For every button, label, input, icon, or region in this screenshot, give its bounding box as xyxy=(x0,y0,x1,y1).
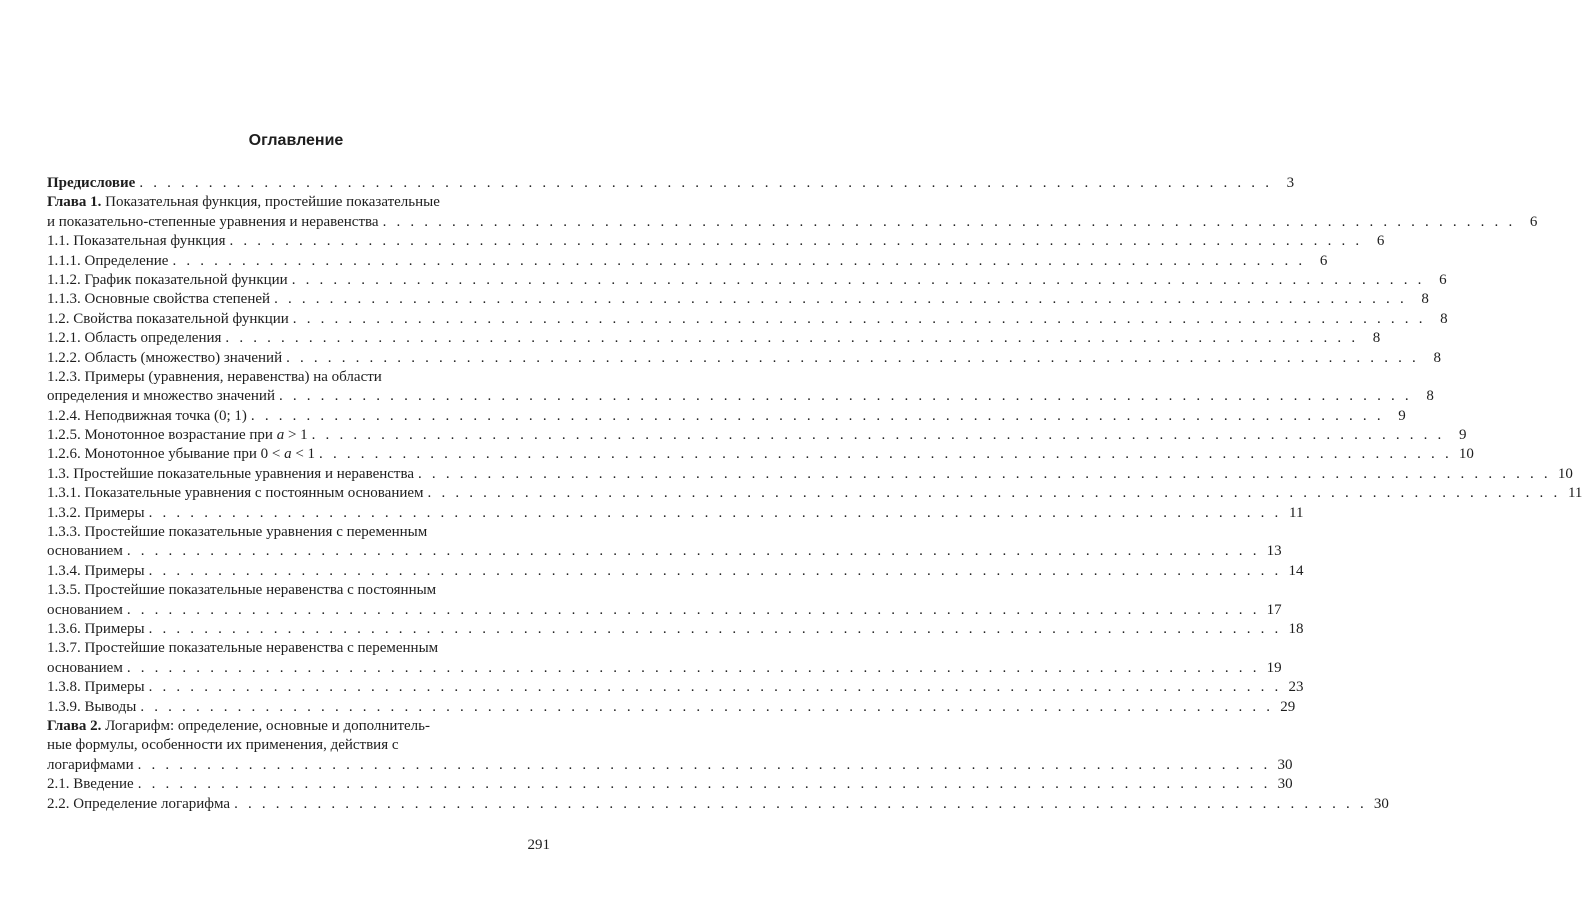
dot-leader xyxy=(127,542,1260,561)
toc-entry-title: 1.2.4. Неподвижная точка (0; 1) xyxy=(47,407,247,424)
toc-page-number: 30 xyxy=(1373,795,1389,812)
toc-entry-title: 2.2. Определение логарифма xyxy=(47,795,231,812)
toc-entry-title: 1.1.3. Основные свойства степеней xyxy=(47,291,271,308)
toc-entry-title: 1.1. Показательная функция xyxy=(47,233,226,250)
toc-entry-title: 1.3.2. Примеры xyxy=(47,504,145,521)
toc-entry-chapter-2-cont-2[interactable] xyxy=(47,756,1293,775)
toc-page-number: 30 xyxy=(1277,776,1293,793)
toc-page-number: 8 xyxy=(1421,291,1429,308)
toc-entry-1-3-8[interactable] xyxy=(47,678,1304,697)
toc-entry-title: и показательно-степенные уравнения и неравенства xyxy=(47,213,379,230)
toc-entry-1-3-7-cont[interactable] xyxy=(47,659,1282,678)
toc-entry-title: Показательная функция, простейшие показательные xyxy=(101,194,440,211)
toc-entry-title: 1.3.6. Примеры xyxy=(47,620,145,637)
dot-leader xyxy=(292,271,1425,290)
dot-leader xyxy=(127,659,1260,678)
toc-entry-1-3-4[interactable] xyxy=(47,562,1304,581)
toc-entry-title: 1.3. Простейшие показательные уравнения и неравенства xyxy=(47,465,415,482)
toc-page-number: 13 xyxy=(1266,543,1282,560)
toc-page-number: 19 xyxy=(1266,659,1282,676)
toc-entry-title: Логарифм: определение, основные и дополнитель- xyxy=(101,717,430,734)
toc-entry-1-2-3[interactable] xyxy=(47,368,530,387)
toc-entry-chapter-2-cont[interactable] xyxy=(47,736,530,755)
toc-entry-title: 1.2.3. Примеры (уравнения, неравенства) на области xyxy=(47,368,382,385)
toc-entry-title: 1.3.9. Выводы xyxy=(47,698,137,715)
toc-page-number: 6 xyxy=(1376,233,1385,250)
dot-leader xyxy=(138,756,1271,775)
dot-leader xyxy=(149,562,1282,581)
toc-page-number: 6 xyxy=(1439,271,1447,288)
math-variable: a xyxy=(284,446,292,463)
page-number: 291 xyxy=(527,837,550,853)
toc-entry-1-2[interactable] xyxy=(47,310,1448,329)
toc-entry-1-3-7[interactable] xyxy=(47,639,530,658)
toc-entry-1-2-6[interactable] xyxy=(47,445,1474,464)
toc-entry-title: 1.2.1. Область определения xyxy=(47,330,222,347)
toc-entry-1-3-3[interactable] xyxy=(47,523,530,542)
dot-leader xyxy=(149,620,1282,639)
toc-page-number: 8 xyxy=(1440,310,1448,327)
toc-entry-1-2-3-cont[interactable] xyxy=(47,387,1434,406)
toc-entry-title-suffix: < 1 xyxy=(291,446,316,463)
toc-entry-1-2-1[interactable] xyxy=(47,329,1381,348)
dot-leader xyxy=(319,445,1452,464)
toc-entry-preface[interactable] xyxy=(47,174,1295,193)
toc-entry-title: основанием xyxy=(47,659,123,676)
toc-page-number: 10 xyxy=(1458,446,1474,463)
toc-entry-title: ные формулы, особенности их применения, действия с xyxy=(47,737,399,754)
toc-page-number: 17 xyxy=(1266,601,1282,618)
dot-leader xyxy=(149,678,1282,697)
toc-entry-title: 1.3.8. Примеры xyxy=(47,679,145,696)
dot-leader xyxy=(286,349,1419,368)
toc-page-number: 8 xyxy=(1433,349,1441,366)
dot-leader xyxy=(251,407,1384,426)
dot-leader xyxy=(172,252,1305,271)
toc-entry-chapter-1[interactable] xyxy=(47,193,530,212)
toc-page-number: 9 xyxy=(1398,407,1406,424)
toc-entry-title: определения и множество значений xyxy=(47,388,275,405)
toc-entry-title: 1.3.7. Простейшие показательные неравенства с переменным xyxy=(47,640,439,657)
chapter-label: Глава 1. xyxy=(47,194,102,211)
toc-page-number: 3 xyxy=(1286,175,1295,191)
dot-leader xyxy=(428,484,1561,503)
toc-page-number: 6 xyxy=(1319,252,1328,269)
toc-entry-1-2-4[interactable] xyxy=(47,407,1406,426)
toc-entry-title: логарифмами xyxy=(47,756,134,773)
dot-leader xyxy=(418,465,1551,484)
toc-entry-title: основанием xyxy=(47,601,123,618)
toc-entry-chapter-2[interactable] xyxy=(47,717,530,736)
toc-entry-1-3-6[interactable] xyxy=(47,620,1304,639)
toc-entry-1-1-3[interactable] xyxy=(47,290,1429,309)
dot-leader xyxy=(229,232,1362,251)
chapter-label: Глава 2. xyxy=(47,717,102,734)
toc-entry-title: Предисловие xyxy=(47,175,136,191)
toc-entry-title: 1.3.1. Показательные уравнения с постоянным основанием xyxy=(47,485,424,502)
toc-entry-1-1[interactable] xyxy=(47,232,1385,251)
dot-leader xyxy=(138,775,1271,794)
toc-entry-title-suffix: > 1 xyxy=(284,427,308,444)
toc-page-number: 8 xyxy=(1372,330,1381,347)
dot-leader xyxy=(149,504,1282,523)
toc-page-number: 11 xyxy=(1567,485,1582,502)
toc-page-number: 18 xyxy=(1288,620,1304,637)
dot-leader xyxy=(140,698,1273,717)
toc-entry-1-3[interactable] xyxy=(47,465,1573,484)
toc-entry-1-3-3-cont[interactable] xyxy=(47,542,1282,561)
table-of-contents xyxy=(47,174,1582,814)
toc-entry-title: 1.1.2. График показательной функции xyxy=(47,271,288,288)
toc-entry-1-1-2[interactable] xyxy=(47,271,1447,290)
dot-leader xyxy=(225,329,1358,348)
toc-page-number: 6 xyxy=(1529,213,1538,230)
toc-page-number: 9 xyxy=(1459,427,1467,444)
dot-leader xyxy=(383,213,1516,232)
dot-leader xyxy=(274,290,1407,309)
toc-page-number: 14 xyxy=(1288,562,1304,579)
dot-leader xyxy=(279,387,1412,406)
toc-entry-1-3-2[interactable] xyxy=(47,504,1304,523)
toc-entry-1-3-5[interactable] xyxy=(47,581,530,600)
toc-page-number: 10 xyxy=(1557,465,1573,482)
dot-leader xyxy=(139,174,1272,193)
toc-entry-title: 2.1. Введение xyxy=(47,776,134,793)
toc-entry-title: 1.2.2. Область (множество) значений xyxy=(47,349,283,366)
toc-entry-1-3-9[interactable] xyxy=(47,698,1296,717)
toc-entry-1-3-1[interactable] xyxy=(47,484,1582,503)
toc-entry-2-1[interactable] xyxy=(47,775,1293,794)
dot-leader xyxy=(293,310,1426,329)
toc-entry-title: 1.3.5. Простейшие показательные неравенства с постоянным xyxy=(47,582,437,599)
toc-entry-title: 1.1.1. Определение xyxy=(47,252,169,269)
toc-entry-1-2-2[interactable] xyxy=(47,349,1441,368)
toc-page-number: 11 xyxy=(1289,504,1304,521)
toc-entry-title: основанием xyxy=(47,543,123,560)
toc-entry-1-3-5-cont[interactable] xyxy=(47,601,1282,620)
toc-entry-title: 1.3.3. Простейшие показательные уравнения с переменным xyxy=(47,524,428,541)
toc-entry-2-2[interactable] xyxy=(47,795,1389,814)
toc-entry-chapter-1-cont[interactable] xyxy=(47,213,1538,232)
toc-entry-1-2-5[interactable] xyxy=(47,426,1467,445)
toc-entry-title: 1.3.4. Примеры xyxy=(47,562,145,579)
toc-entry-title: 1.2.5. Монотонное возрастание при xyxy=(47,427,277,444)
toc-page-number: 30 xyxy=(1277,756,1293,773)
math-variable: a xyxy=(276,427,285,444)
toc-entry-1-1-1[interactable] xyxy=(47,252,1328,271)
toc-page-number: 8 xyxy=(1426,388,1434,405)
toc-entry-title: 1.2.6. Монотонное убывание при 0 < xyxy=(47,446,285,463)
dot-leader xyxy=(234,795,1367,814)
dot-leader xyxy=(127,601,1260,620)
page-title: Оглавление xyxy=(248,132,344,149)
dot-leader xyxy=(312,426,1445,445)
toc-page-number: 23 xyxy=(1288,679,1304,696)
toc-entry-title: 1.2. Свойства показательной функции xyxy=(47,310,289,327)
toc-page-number: 29 xyxy=(1280,698,1296,715)
